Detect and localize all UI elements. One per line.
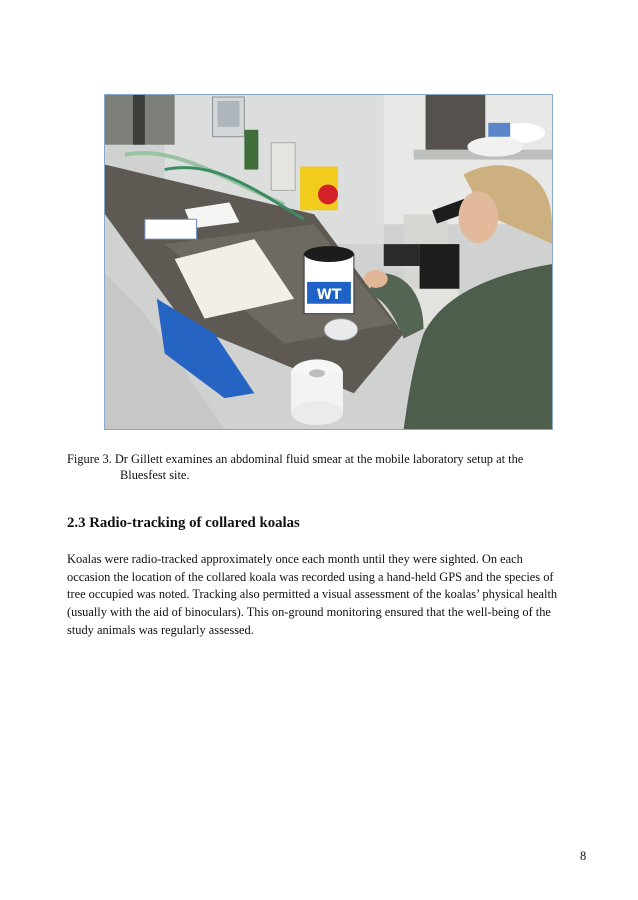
figure-caption <box>67 452 567 483</box>
section-heading: 2.3 Radio-tracking of collared koalas <box>67 515 300 531</box>
page-number: 8 <box>580 849 587 863</box>
lab-photo-illustration <box>105 95 552 429</box>
paragraph-line: tree occupied was noted. Tracking also permitted a visual assessment of the koalas’ physical health <box>67 587 558 602</box>
caption-line-2: Bluesfest site. <box>120 467 190 482</box>
paragraph-line: study animals was regularly assessed. <box>67 622 254 637</box>
section-paragraph <box>67 551 587 640</box>
paragraph-line: Koalas were radio-tracked approximately once each month until they were sighted. On each <box>67 552 523 566</box>
paragraph-line: (usually with the aid of binoculars). This on-ground monitoring ensured that the well-being of the <box>67 605 551 620</box>
figure-photo <box>104 94 553 430</box>
caption-line-1: Figure 3. Dr Gillett examines an abdominal fluid smear at the mobile laboratory setup at the <box>67 452 524 466</box>
tub-label: WT <box>316 286 342 303</box>
paragraph-line: occasion the location of the collared koala was recorded using a hand-held GPS and the species of <box>67 569 554 584</box>
